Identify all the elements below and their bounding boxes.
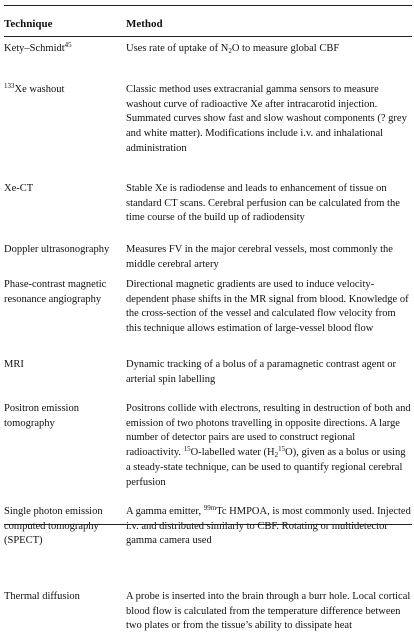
text-segment: Measures FV in the major cerebral vessels, most commonly the middle cerebral artery [126,244,393,270]
text-segment: 45 [64,41,72,49]
text-segment: Uses rate of uptake of N [126,43,229,54]
text-segment: MRI [4,359,24,370]
text-segment: Stable Xe is radiodense and leads to enhancement of tissue on standard CT scans. Cerebral perfusion can be calculated from the time course of the build up of radiodensity [126,183,400,224]
technique-cell [4,590,122,605]
text-segment: Positron emission tomography [4,403,79,429]
text-segment: Doppler ultrasonography [4,244,110,255]
header-technique: Technique [4,18,53,30]
text-segment: Positrons collide with electrons, resulting in destruction of both and emission of two photons travelling in opposite directions. A large number of detector pairs are used to construct regional radioactivity. [126,403,411,459]
text-segment: Single photon emission computed tomography (SPECT) [4,506,103,547]
text-segment: O-labelled water (H [190,447,275,459]
header-method: Method [126,18,163,30]
method-cell [126,83,412,157]
text-segment: Kety–Schmidt [4,43,65,54]
text-segment: 2 [228,47,232,55]
text-segment: 15 [183,445,191,454]
text-segment: A gamma emitter, [126,506,204,517]
text-segment: 15 [278,445,286,454]
text-segment: 99m [203,504,217,512]
technique-cell [4,83,122,98]
text-segment: Xe washout [14,84,65,95]
method-cell [126,358,412,387]
text-segment: Directional magnetic gradients are used to induce velocity-dependent phase shifts in the MR signal from blood. Knowledge of the cross-section of the vessel and calculated flow velocity from this technique allows estimation of large-vessel blood flow [126,279,409,335]
text-segment: Tc HMPOA, is most commonly used. Injected i.v. and distributed similarly to CBF. Rotating or multidetector gamma camera used [126,506,411,547]
text-segment: Classic method uses extracranial gamma sensors to measure washout curve of radioactive Xe after intracarotid injection. Summated curves show fast and slow washout components (? grey and white matter). Modifications include i.v. and inhalational administration [126,84,407,154]
method-cell [126,42,412,57]
method-cell [126,243,412,272]
text-segment: Thermal diffusion [4,591,80,602]
text-segment: Xe-CT [4,183,34,194]
technique-cell [4,505,122,549]
technique-cell [4,182,122,197]
method-cell [126,402,412,490]
method-cell [126,505,412,549]
table-header-rule [4,36,412,37]
text-segment: 133 [4,82,15,90]
text-segment: O to measure global CBF [231,43,340,54]
method-cell [126,278,412,337]
technique-cell [4,42,122,57]
table-top-rule [4,5,412,6]
technique-cell [4,358,122,373]
text-segment: 2 [274,451,279,460]
technique-cell [4,278,122,307]
table-bottom-rule [4,524,412,525]
technique-cell [4,402,122,431]
method-cell [126,182,412,226]
text-segment: A probe is inserted into the brain through a burr hole. Local cortical blood flow is calculated from the temperature difference between two plates or from the tissue’s ability to dissipate heat [126,591,411,632]
text-segment: Dynamic tracking of a bolus of a paramagnetic contrast agent or arterial spin labelling [126,359,396,385]
method-cell [126,590,412,634]
technique-cell [4,243,122,258]
text-segment: O), given as a bolus or using a steady-state technique, can be used to quantify regional cerebral perfusion [126,447,406,488]
text-segment: Phase-contrast magnetic resonance angiography [4,279,107,305]
